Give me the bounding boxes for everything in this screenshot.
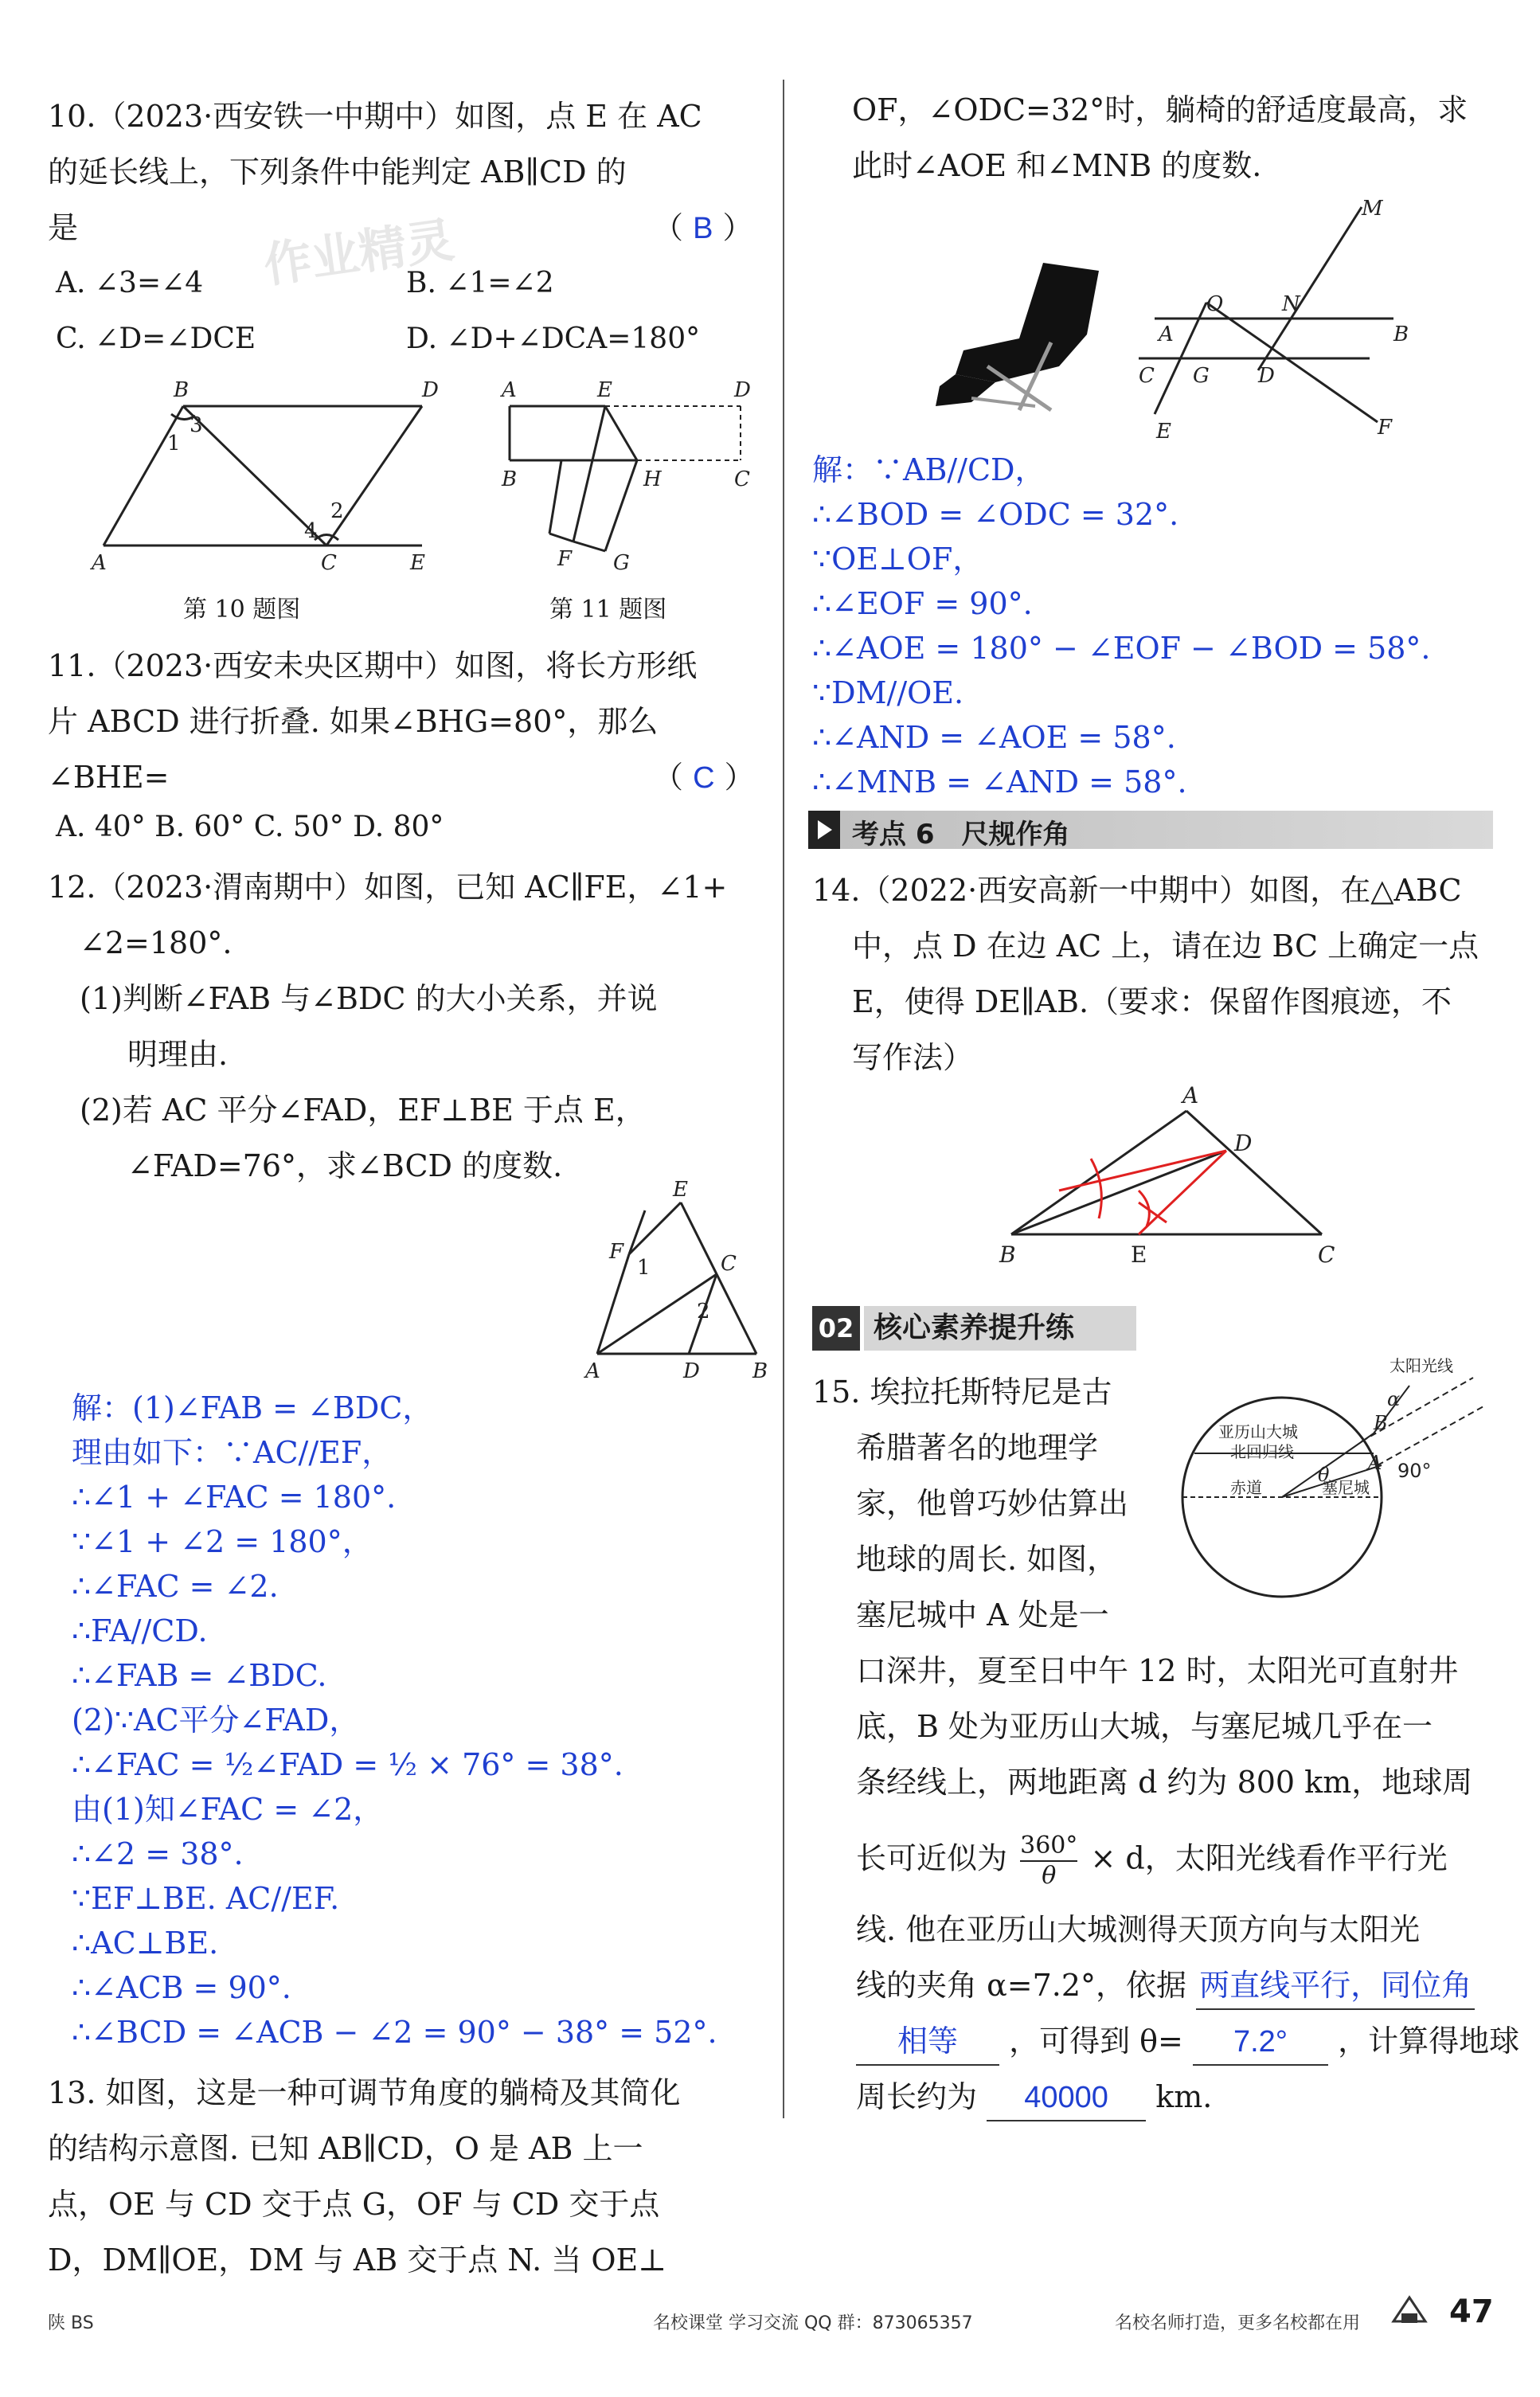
q12-sol-9: 由(1)知∠FAC = ∠2， — [72, 1792, 384, 1827]
q11-answer: C — [693, 761, 715, 795]
figure-13 — [1131, 191, 1465, 454]
blank-3[interactable]: 40000 — [987, 2075, 1146, 2121]
svg-text:G: G — [613, 551, 630, 575]
q12-part1b: 明理由. — [127, 1037, 229, 1072]
svg-text:B: B — [1374, 1412, 1388, 1434]
q15-line11 — [856, 1963, 1475, 2010]
q10-option-d: D. ∠D+∠DCA=180° — [406, 323, 701, 355]
fraction-denominator: θ — [1042, 1862, 1057, 1890]
q15-line3: 家，他曾巧妙估算出 — [856, 1486, 1129, 1521]
footer-right: 名校名师打造，更多名校都在用 — [1115, 2313, 1361, 2333]
q10-line3: 是 — [48, 210, 79, 245]
blank-1a[interactable]: 两直线平行，同位角 — [1196, 1964, 1475, 2010]
publisher-logo-icon — [1386, 2286, 1433, 2333]
q10-line1: 10.（2023·西安铁一中期中）如图，点 E 在 AC — [48, 99, 702, 134]
svg-text:A: A — [1368, 1452, 1382, 1474]
watermark: 作业精灵 — [260, 212, 458, 295]
q11-line2: 片 ABCD 进行折叠. 如果∠BHG=80°，那么 — [48, 704, 659, 739]
fig15-equator-label: 赤道 — [1230, 1478, 1262, 1497]
svg-text:2: 2 — [330, 499, 344, 523]
q15-line9 — [856, 1832, 1448, 1891]
q12-sol-4: ∴∠FAC = ∠2. — [72, 1569, 279, 1604]
svg-text:G: G — [1193, 364, 1210, 388]
svg-text:A: A — [585, 1359, 600, 1383]
q12-sol-14: ∴∠BCD = ∠ACB − ∠2 = 90° − 38° = 52°. — [72, 2015, 717, 2050]
q10-option-a: A. ∠3=∠4 — [56, 267, 204, 299]
q10-option-b: B. ∠1=∠2 — [406, 267, 554, 299]
q12-sol-8: ∴∠FAC = ½∠FAD = ½ × 76° = 38°. — [72, 1747, 623, 1782]
svg-text:θ: θ — [1318, 1464, 1330, 1486]
page-number: 47 — [1449, 2293, 1494, 2330]
q13-sol-3: ∴∠EOF = 90°. — [812, 586, 1033, 621]
svg-text:C: C — [734, 467, 750, 491]
svg-text:D: D — [1258, 364, 1275, 388]
q12-sol-11: ∵EF⊥BE. AC//EF. — [72, 1881, 340, 1916]
q15-line5: 塞尼城中 A 处是一 — [856, 1597, 1109, 1633]
q12-sol-2: ∴∠1 + ∠FAC = 180°. — [72, 1480, 397, 1515]
figure-14 — [987, 1083, 1386, 1298]
q14-line1: 14.（2022·西安高新一中期中）如图，在△ABC — [812, 873, 1462, 908]
q15-line6: 口深井，夏至日中午 12 时，太阳光可直射井 — [856, 1653, 1459, 1688]
q11-line1: 11.（2023·西安未央区期中）如图，将长方形纸 — [48, 648, 698, 683]
q12-sol-10: ∴∠2 = 38°. — [72, 1836, 244, 1871]
svg-text:M: M — [1362, 197, 1383, 221]
q12-part1a: (1)判断∠FAB 与∠BDC 的大小关系，并说 — [80, 981, 658, 1016]
svg-text:3: 3 — [190, 413, 203, 437]
core-section-number: 02 — [812, 1306, 860, 1351]
q14-line2: 中，点 D 在边 AC 上，请在边 BC 上确定一点 — [852, 929, 1479, 964]
svg-text:D: D — [422, 378, 439, 402]
q15-line8: 条经线上，两地距离 d 约为 800 km，地球周 — [856, 1765, 1473, 1800]
fig15-tropic-label: 北回归线 — [1230, 1442, 1294, 1461]
q13-line2: 的结构示意图. 已知 AB∥CD，O 是 AB 上一 — [48, 2131, 643, 2166]
fig15-angle-label: 90° — [1397, 1460, 1432, 1482]
svg-text:E: E — [597, 378, 612, 402]
q13-line1: 13. 如图，这是一种可调节角度的躺椅及其简化 — [48, 2075, 681, 2110]
q13-line6: 此时∠AOE 和∠MNB 的度数. — [852, 148, 1262, 183]
q12-sol-5: ∴FA//CD. — [72, 1613, 208, 1648]
q13-sol-2: ∵OE⊥OF， — [812, 542, 983, 577]
svg-text:B: B — [752, 1359, 768, 1383]
q15-line13-a: 周长约为 — [856, 2079, 978, 2114]
q13-sol-5: ∵DM//OE. — [812, 675, 964, 710]
svg-text:C: C — [1318, 1242, 1335, 1268]
svg-text:1: 1 — [167, 432, 181, 456]
q12-sol-7: (2)∵AC平分∠FAD， — [72, 1703, 360, 1738]
q15-line10: 线. 他在亚历山大城测得天顶方向与太阳光 — [856, 1912, 1421, 1947]
q12-sol-0: 解：(1)∠FAB = ∠BDC， — [72, 1390, 433, 1425]
svg-text:E: E — [1156, 420, 1171, 444]
q13-sol-1: ∴∠BOD = ∠ODC = 32°. — [812, 497, 1179, 532]
svg-text:B: B — [999, 1242, 1016, 1268]
q13-sol-0: 解：∵AB//CD， — [812, 452, 1046, 487]
svg-text:B: B — [502, 467, 518, 491]
q15-line9-a: 长可近似为 — [856, 1840, 1008, 1876]
q15-line2: 希腊著名的地理学 — [856, 1430, 1099, 1465]
q12-line1: 12.（2023·渭南期中）如图，已知 AC∥FE，∠1+ — [48, 870, 728, 905]
svg-text:B: B — [174, 378, 190, 402]
q12-sol-1: 理由如下：∵AC//EF， — [72, 1435, 393, 1470]
q12-sol-12: ∴AC⊥BE. — [72, 1926, 219, 1961]
svg-text:E: E — [410, 551, 425, 575]
q10-line2: 的延长线上，下列条件中能判定 AB∥CD 的 — [48, 154, 627, 190]
svg-text:E: E — [1131, 1242, 1147, 1268]
svg-text:A: A — [502, 378, 517, 402]
q15-line9-b: × d，太阳光线看作平行光 — [1090, 1840, 1448, 1876]
q13-sol-4: ∴∠AOE = 180° − ∠EOF − ∠BOD = 58°. — [812, 631, 1431, 666]
q11-answer-box: （ C ） — [653, 760, 755, 795]
svg-text:α: α — [1387, 1388, 1401, 1410]
footer-left: 陕 BS — [48, 2313, 94, 2333]
section-6-marker — [808, 811, 840, 849]
fraction — [1020, 1832, 1077, 1891]
svg-text:A: A — [1182, 1083, 1199, 1109]
q15-line7: 底，B 处为亚历山大城，与塞尼城几乎在一 — [856, 1709, 1433, 1744]
fraction-numerator: 360° — [1020, 1832, 1077, 1862]
svg-text:C: C — [1139, 364, 1155, 388]
q11-options: A. 40° B. 60° C. 50° D. 80° — [56, 811, 444, 843]
q10-answer-box: （ B ） — [653, 210, 753, 245]
fig15-sun-label: 太阳光线 — [1390, 1356, 1453, 1375]
svg-text:C: C — [321, 551, 337, 575]
caption-fig11: 第 11 题图 — [549, 596, 667, 624]
q12-part2a: (2)若 AC 平分∠FAD，EF⊥BE 于点 E， — [80, 1093, 646, 1128]
q13-line4: D，DM∥OE，DM 与 AB 交于点 N. 当 OE⊥ — [48, 2243, 667, 2278]
blank-1b[interactable]: 相等 — [856, 2020, 999, 2066]
q12-sol-13: ∴∠ACB = 90°. — [72, 1970, 291, 2005]
svg-text:C: C — [721, 1252, 737, 1276]
q13-sol-7: ∴∠MNB = ∠AND = 58°. — [812, 764, 1187, 800]
svg-text:A: A — [1159, 323, 1174, 346]
q10-option-c: C. ∠D=∠DCE — [56, 323, 256, 355]
q12-line2: ∠2=180°. — [80, 925, 233, 960]
svg-text:F: F — [557, 547, 573, 571]
svg-text:D: D — [734, 378, 751, 402]
fig15-syene-label: 塞尼城 — [1322, 1478, 1370, 1497]
svg-text:A: A — [92, 551, 107, 575]
svg-text:B: B — [1393, 323, 1409, 346]
q10-answer: B — [693, 212, 713, 245]
q13-sol-6: ∴∠AND = ∠AOE = 58°. — [812, 720, 1176, 755]
lounge-chair-image — [924, 247, 1123, 422]
core-section-title: 核心素养提升练 — [864, 1306, 1136, 1351]
svg-text:F: F — [609, 1240, 624, 1264]
figure-11 — [478, 374, 756, 581]
q15-line13 — [856, 2074, 1212, 2121]
svg-text:4: 4 — [304, 519, 318, 543]
q15-line12-b: ，计算得地球 — [1338, 2024, 1520, 2059]
svg-text:D: D — [683, 1359, 700, 1383]
fig15-alex-label: 亚历山大城 — [1218, 1422, 1298, 1441]
section-6-title: 考点 6 尺规作角 — [852, 819, 1070, 850]
q15-line12-a: ，可得到 θ= — [1009, 2024, 1183, 2059]
q15-line1: 15. 埃拉托斯特尼是古 — [812, 1374, 1112, 1410]
q13-line5: OF，∠ODC=32°时，躺椅的舒适度最高，求 — [852, 92, 1468, 127]
q14-line4: 写作法） — [852, 1040, 974, 1075]
q13-line3: 点，OE 与 CD 交于点 G，OF 与 CD 交于点 — [48, 2187, 660, 2222]
svg-text:E: E — [673, 1179, 688, 1202]
svg-text:H: H — [643, 467, 662, 491]
q12-part2b: ∠FAD=76°，求∠BCD 的度数. — [127, 1148, 563, 1183]
column-divider — [783, 80, 784, 2118]
svg-text:1: 1 — [637, 1256, 651, 1280]
q12-sol-6: ∴∠FAB = ∠BDC. — [72, 1658, 327, 1693]
q11-line3: ∠BHE= — [48, 760, 170, 795]
q15-line13-b: km. — [1155, 2079, 1213, 2114]
footer-center: 名校课堂 学习交流 QQ 群：873065357 — [653, 2313, 973, 2333]
svg-text:N: N — [1282, 292, 1300, 316]
svg-text:D: D — [1234, 1130, 1253, 1156]
figure-10 — [88, 374, 446, 581]
figure-12 — [541, 1179, 780, 1386]
svg-text:2: 2 — [697, 1300, 710, 1324]
svg-text:O: O — [1206, 292, 1224, 316]
caption-fig10: 第 10 题图 — [183, 596, 301, 624]
q15-line11-text: 线的夹角 α=7.2°，依据 — [856, 1968, 1187, 2003]
blank-2[interactable]: 7.2° — [1193, 2020, 1328, 2066]
q12-sol-3: ∵∠1 + ∠2 = 180°， — [72, 1524, 373, 1559]
q14-line3: E，使得 DE∥AB.（要求：保留作图痕迹，不 — [852, 984, 1452, 1019]
q15-line12 — [856, 2019, 1519, 2066]
svg-text:F: F — [1378, 416, 1393, 440]
figure-15-earth — [1171, 1354, 1497, 1617]
q15-line4: 地球的周长. 如图， — [856, 1542, 1118, 1577]
